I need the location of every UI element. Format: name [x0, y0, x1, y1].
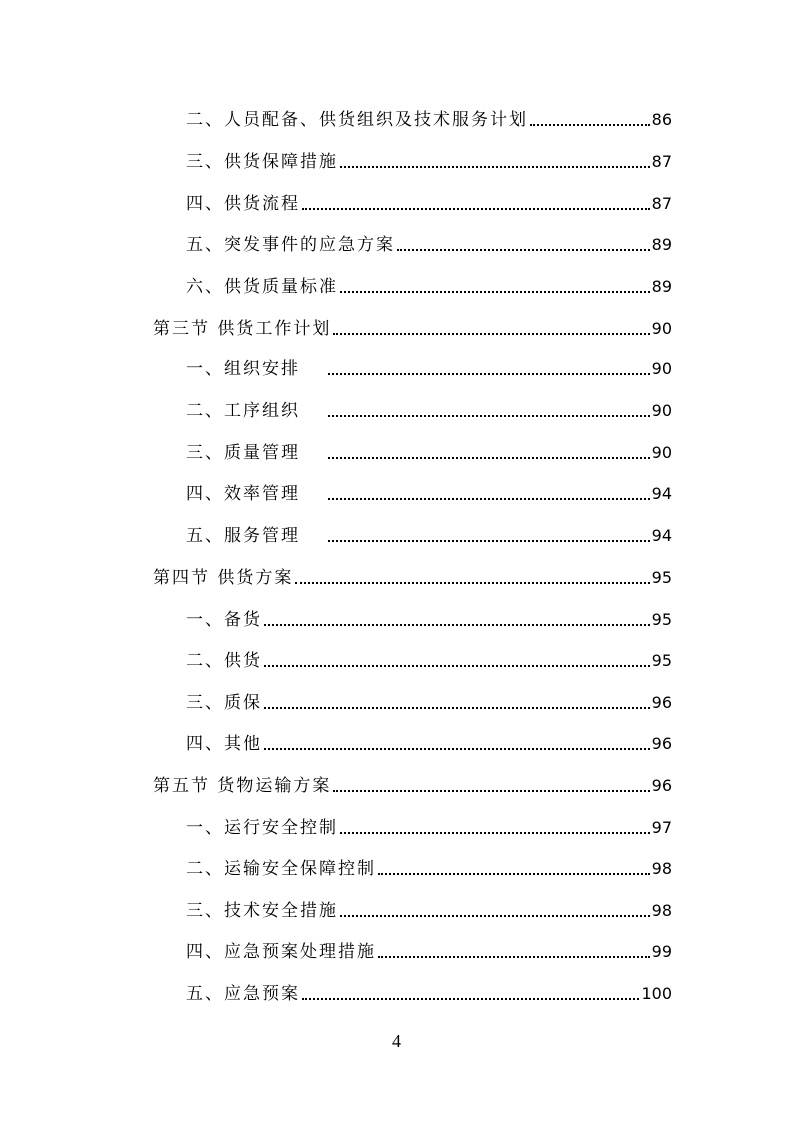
toc-entry-page: 87 [651, 194, 672, 213]
toc-entry-page: 89 [651, 277, 672, 296]
toc-entry-title: 二、运输安全保障控制 [186, 859, 376, 879]
toc-entry-page: 94 [651, 526, 672, 545]
toc-entry [186, 146, 672, 172]
toc-entry-page: 96 [651, 776, 672, 795]
toc-entry-title: 三、质量管理 [186, 443, 300, 463]
toc-entry [186, 478, 672, 504]
toc-section-entry [153, 562, 672, 588]
toc-leader-dots [295, 582, 649, 584]
toc-entry [186, 395, 672, 421]
toc-leader-dots [302, 208, 650, 210]
toc-entry-page: 95 [651, 651, 672, 670]
toc-leader-dots [302, 998, 639, 1000]
toc-entry-title: 第四节 供货方案 [153, 568, 294, 588]
toc-entry-title: 三、质保 [186, 693, 262, 713]
toc-leader-dots [530, 124, 650, 126]
toc-entry-page: 95 [651, 610, 672, 629]
toc-entry [186, 271, 672, 297]
toc-entry-page: 90 [651, 401, 672, 420]
toc-section-entry [153, 313, 672, 339]
toc-entry-page: 99 [651, 942, 672, 961]
toc-entry-page: 90 [651, 359, 672, 378]
toc-entry [186, 853, 672, 879]
toc-entry [186, 645, 672, 671]
toc-leader-dots [333, 333, 649, 335]
toc-entry-page: 90 [651, 319, 672, 338]
toc-entry-page: 95 [651, 568, 672, 587]
toc-entry-title: 第五节 货物运输方案 [153, 776, 332, 796]
toc-entry-title: 五、应急预案 [186, 984, 300, 1004]
toc-leader-dots [328, 373, 650, 375]
toc-entry [186, 104, 672, 130]
toc-leader-dots [340, 166, 650, 168]
toc-leader-dots [328, 457, 650, 459]
toc-entry-title: 第三节 供货工作计划 [153, 319, 332, 339]
toc-entry-page: 87 [651, 152, 672, 171]
toc-leader-dots [328, 415, 650, 417]
toc-entry [186, 687, 672, 713]
toc-entry [186, 978, 672, 1004]
toc-entry [186, 728, 672, 754]
toc-leader-dots [340, 915, 650, 917]
toc-leader-dots [264, 624, 650, 626]
toc-leader-dots [328, 498, 650, 500]
page-number: 4 [392, 1031, 401, 1051]
toc-entry-page: 86 [651, 110, 672, 129]
toc-entry-title: 四、应急预案处理措施 [186, 942, 376, 962]
toc-entry [186, 520, 672, 546]
toc-entry-page: 96 [651, 734, 672, 753]
toc-entry-title: 一、运行安全控制 [186, 818, 338, 838]
toc-entry-title: 二、人员配备、供货组织及技术服务计划 [186, 110, 528, 130]
toc-leader-dots [264, 665, 650, 667]
toc-entry-page: 90 [651, 443, 672, 462]
toc-entry [186, 936, 672, 962]
toc-entry-page: 100 [641, 984, 672, 1003]
toc-leader-dots [340, 291, 650, 293]
toc-entry-page: 89 [651, 235, 672, 254]
toc-entry-title: 六、供货质量标准 [186, 277, 338, 297]
toc-entry-title: 二、工序组织 [186, 401, 300, 421]
toc-entry [186, 188, 672, 214]
toc-entry-title: 四、其他 [186, 734, 262, 754]
toc-entry-page: 94 [651, 484, 672, 503]
toc-entry [186, 604, 672, 630]
toc-entry-title: 三、技术安全措施 [186, 901, 338, 921]
toc-entry-title: 五、服务管理 [186, 526, 300, 546]
toc-entry-title: 二、供货 [186, 651, 262, 671]
toc-leader-dots [328, 540, 650, 542]
toc-entry-title: 五、突发事件的应急方案 [186, 235, 395, 255]
toc-entry [186, 812, 672, 838]
toc-entry-title: 一、组织安排 [186, 359, 300, 379]
toc-leader-dots [397, 249, 650, 251]
toc-entry-page: 98 [651, 901, 672, 920]
toc-leader-dots [378, 873, 650, 875]
toc-leader-dots [378, 956, 650, 958]
toc-entry-title: 四、效率管理 [186, 484, 300, 504]
toc-entry-page: 96 [651, 693, 672, 712]
toc-entry [186, 895, 672, 921]
toc-entry [186, 353, 672, 379]
toc-leader-dots [333, 790, 649, 792]
toc-leader-dots [264, 748, 650, 750]
toc-entry [186, 229, 672, 255]
toc-entry [186, 437, 672, 463]
toc-entry-page: 98 [651, 859, 672, 878]
toc-entry-title: 四、供货流程 [186, 194, 300, 214]
toc-section-entry [153, 770, 672, 796]
toc-leader-dots [264, 707, 650, 709]
toc-leader-dots [340, 832, 650, 834]
toc-entry-title: 三、供货保障措施 [186, 152, 338, 172]
toc-entry-page: 97 [651, 818, 672, 837]
toc-entry-title: 一、备货 [186, 610, 262, 630]
